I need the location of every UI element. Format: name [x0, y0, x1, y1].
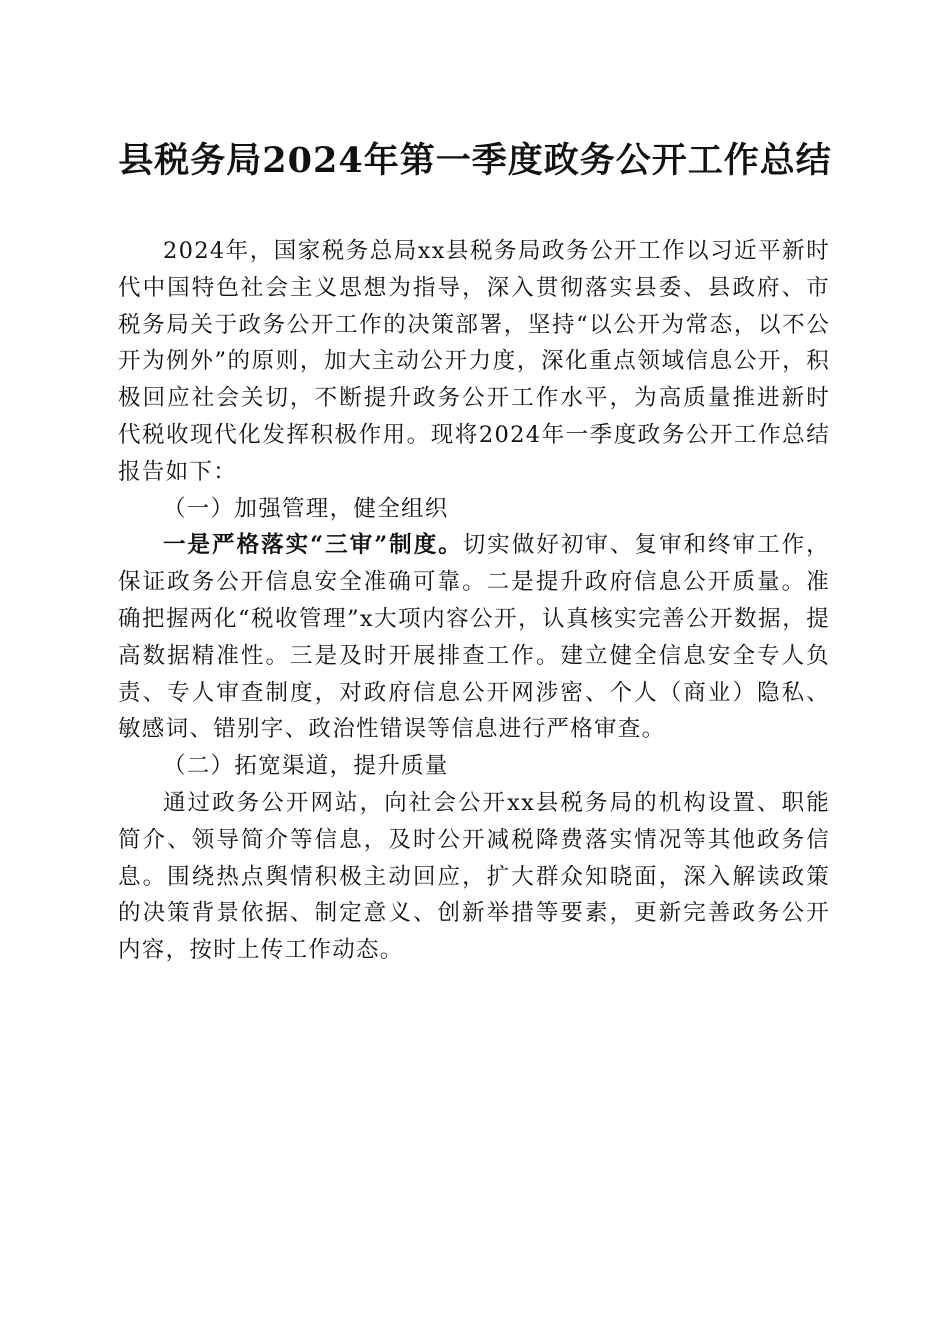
- document-body: [118, 233, 830, 969]
- section-1-body: 切实做好初审、复审和终审工作，保证政务公开信息安全准确可靠。二是提升政府信息公开质量。准确把握两化“税收管理”x大项内容公开，认真核实完善公开数据，提高数据精准性。三是及时开展排查工作。建立健全信息安全专人负责、专人审查制度，对政府信息公开网涉密、个人（商业）隐私、敏感词、错别字、政治性错误等信息进行严格审查。: [118, 532, 830, 743]
- section-heading-2: （二）拓宽渠道，提升质量: [163, 753, 449, 780]
- section-heading-1: （一）加强管理，健全组织: [163, 495, 449, 522]
- intro-paragraph: 2024年，国家税务总局xx县税务局政务公开工作以习近平新时代中国特色社会主义思想为指导，深入贯彻落实县委、县政府、市税务局关于政务公开工作的决策部署，坚持“以公开为常态，以不公开为例外”的原则，加大主动公开力度，深化重点领域信息公开，积极回应社会关切，不断提升政务公开工作水平，为高质量推进新时代税收现代化发挥积极作用。现将2024年一季度政务公开工作总结报告如下：: [118, 238, 830, 485]
- section-1-paragraph: [118, 527, 830, 748]
- document-title: 县税务局2024年第一季度政务公开工作总结: [118, 140, 832, 181]
- section-2-paragraph: 通过政务公开网站，向社会公开xx县税务局的机构设置、职能简介、领导简介等信息，及时公开减税降费落实情况等其他政务信息。围绕热点舆情积极主动回应，扩大群众知晓面，深入解读政策的决策背景依据、制定意义、创新举措等要素，更新完善政务公开内容，按时上传工作动态。: [118, 789, 830, 964]
- section-1-lead: 一是严格落实“三审”制度。: [163, 532, 463, 559]
